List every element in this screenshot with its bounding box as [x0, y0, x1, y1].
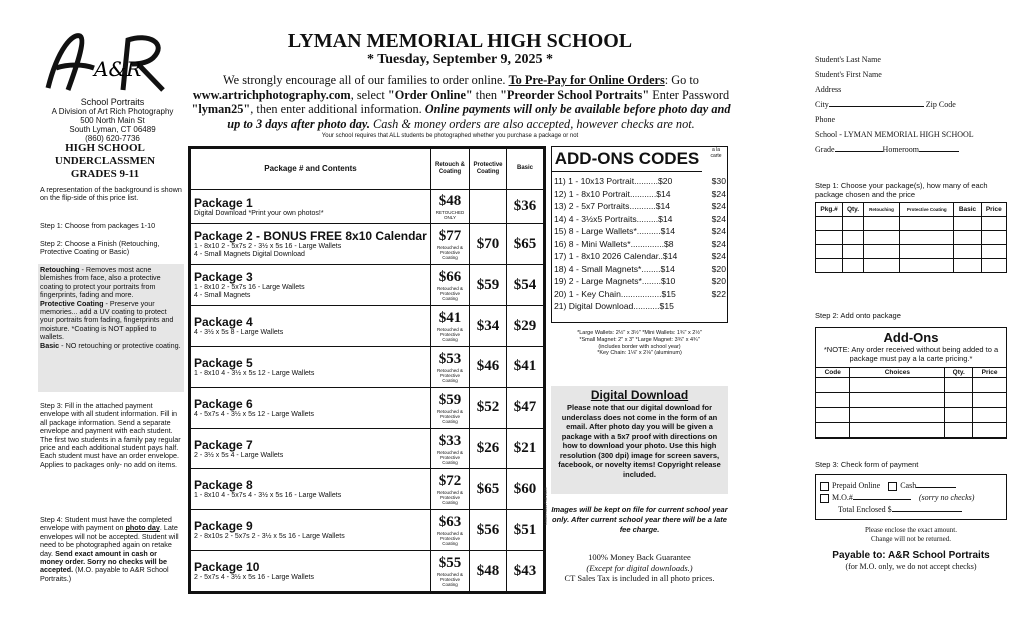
grid2-cell[interactable] — [973, 408, 1007, 423]
grid2-cell[interactable] — [945, 423, 973, 438]
price-basic: $51 — [507, 510, 544, 551]
phone-label: Phone — [815, 115, 835, 124]
package-desc: 2 - 3½ x 5s 4 - Large Wallets — [194, 451, 284, 459]
basic-label: Basic — [40, 340, 60, 350]
intro-b: To Pre-Pay for Online Orders — [508, 73, 665, 87]
grid2-header: Qty. — [945, 368, 973, 378]
logo-division: A Division of Art Rich Photography — [51, 107, 174, 116]
addon-item — [554, 200, 726, 213]
grid1-header: Price — [981, 203, 1006, 217]
addons-form-title: Add-Ons — [883, 330, 939, 345]
total-field[interactable] — [892, 511, 962, 512]
basic-text: - NO retouching or protective coating. — [59, 340, 181, 350]
digital-download-body: Please note that our digital download for underclass does not come in the form of an email. After photo day you will be given a package with a 5x7 proof with directions on how to download your photo. Use this high resolution (300 dpi) image for screen savers, facebook, or novelty items! Copyright release included. — [558, 403, 721, 479]
price-protective: $56 — [470, 510, 507, 551]
grid2-header: Code — [816, 368, 850, 378]
size-notes — [551, 330, 728, 357]
left-step3: Step 3: Fill in the attached payment envelope with all student information. Fill in all package information. Send a separate envelope and payment with each student. The first two students in a family pay regular price and each additional student pays half. Each student must have an order envelope. Applies to packages only- no add on items. — [40, 401, 181, 469]
guarantee — [551, 552, 728, 584]
intro-h: "Preorder School Portraits" — [500, 87, 650, 102]
package-name: Package 1 — [194, 195, 253, 210]
grid1-header: Retouching — [863, 203, 899, 217]
grid1-row — [816, 245, 1007, 259]
price-basic: $54 — [507, 265, 544, 306]
finish-note: Retouched & Protective Coating — [436, 327, 464, 343]
intro-a: We strongly encourage all of our families to order online. — [223, 73, 509, 87]
grid1-cell[interactable] — [816, 217, 843, 231]
grid2-row — [816, 408, 1007, 423]
price-retouch: $41 — [438, 310, 462, 327]
package-name: Package 6 — [194, 396, 253, 411]
first-name-label: Student's First Name — [815, 70, 882, 79]
form-code: Underclass Fall 2025 — [543, 487, 548, 525]
addons-order-grid — [815, 367, 1007, 438]
enclose-2: Change will not be returned. — [871, 534, 951, 543]
package-desc: 4 - 5x7s 4 - 3½ x 5s 12 - Large Wallets — [194, 410, 314, 418]
grid2-cell[interactable] — [850, 393, 945, 408]
right-step2: Step 2: Add onto package — [815, 311, 901, 320]
prepaid-label: Prepaid Online — [832, 481, 881, 490]
package-desc2: 4 - Small Magnets Digital Download — [194, 251, 305, 259]
guarantee-title: 100% Money Back Guarantee — [588, 552, 691, 562]
addon-label: 18) 4 - Small Magnets*........$14 — [554, 263, 675, 274]
alacarte-header: a la carte — [710, 147, 722, 159]
grid1-header: Pkg.# — [816, 203, 843, 217]
retouching-label: Retouching — [40, 265, 80, 274]
addon-alacarte-price: $24 — [711, 201, 726, 211]
price-retouch: $33 — [438, 432, 462, 449]
protective-text: - Preserve your memories... add a UV coating to protect your portraits from fading, fingerprints and moisture. *Coating is NOT applied to wallets. — [40, 298, 174, 342]
intro-k: , then enter additional information. — [250, 102, 425, 117]
package-order-grid — [815, 202, 1007, 273]
city-line — [815, 97, 1015, 112]
photo-date: * Tuesday, September 9, 2025 * — [366, 52, 554, 67]
package-row — [191, 510, 544, 551]
col-protective: Protective Coating — [470, 149, 507, 190]
addon-label: 14) 4 - 3½x5 Portraits.........$14 — [554, 213, 673, 224]
grid1-header: Qty. — [843, 203, 864, 217]
dims-2: *Small Magnet: 2" x 3" *Large Magnet: 3¾" x 4¾" — [579, 336, 700, 343]
logo-text — [30, 98, 195, 143]
price-retouch: $48 — [438, 193, 462, 210]
addon-item — [554, 275, 726, 288]
col-package: Package # and Contents — [191, 149, 431, 190]
city-label: City — [815, 100, 829, 109]
intro-f: "Order Online" — [387, 87, 473, 102]
addon-item — [554, 175, 726, 188]
grid1-cell[interactable] — [863, 231, 899, 245]
addon-label: 11) 1 - 10x13 Portrait..........$20 — [554, 176, 673, 186]
price-protective: $70 — [470, 224, 507, 265]
addon-item — [554, 288, 726, 301]
addon-alacarte-price: $30 — [711, 176, 726, 186]
tax-note: CT Sales Tax is included in all photo prices. — [564, 573, 715, 583]
left-step1: Step 1: Choose from packages 1-10 — [40, 221, 156, 230]
total-label: Total Enclosed $ — [838, 505, 892, 514]
addons-codes-title: ADD-ONS CODES — [552, 147, 702, 172]
grid1-cell[interactable] — [954, 245, 981, 259]
price-protective — [470, 189, 507, 224]
finish-note: Retouched & Protective Coating — [436, 408, 464, 424]
left-step2: Step 2: Choose a Finish (Retouching, Protective Coating or Basic) — [40, 239, 160, 257]
addon-item — [554, 250, 726, 263]
addon-alacarte-price — [706, 300, 726, 313]
price-retouch: $53 — [438, 350, 462, 367]
logo-ampersand: A&R — [94, 57, 142, 81]
homeroom-label: Homeroom — [882, 145, 919, 154]
price-protective: $48 — [470, 551, 507, 592]
cash-field[interactable] — [916, 487, 956, 488]
step4-e: (M.O. payable to A&R School Portraits.) — [40, 565, 169, 583]
step4-a: Step 4: Student must have the completed envelope with payment on — [40, 515, 172, 533]
addon-label: 12) 1 - 8x10 Portrait...........$14 — [554, 188, 671, 199]
grid2-header: Price — [973, 368, 1007, 378]
intro-m: Cash & money orders are also accepted, however checks are not. — [369, 116, 695, 131]
grade-title — [40, 142, 170, 181]
addon-label: 15) 8 - Large Wallets*..........$14 — [554, 226, 676, 236]
payable-note: (for M.O. only, we do not accept checks) — [845, 562, 977, 571]
finish-note: Retouched & Protective Coating — [436, 367, 464, 383]
cash-label: Cash — [900, 481, 917, 490]
zip-label: Zip Code — [925, 100, 956, 109]
addon-item — [554, 225, 726, 238]
package-desc: 1 - 8x10 2 - 5x7s 2 - 3½ x 5s 16 - Large Wallets — [194, 243, 342, 251]
grid1-cell[interactable] — [843, 217, 864, 231]
address-label: Address — [815, 85, 842, 94]
package-desc: Digital Download *Print your own photos!* — [194, 209, 324, 217]
background-note: A representation of the background is shown on the flip-side of this price list. — [40, 185, 182, 203]
package-desc: 2 - 8x10s 2 - 5x7s 2 - 3½ x 5s 16 - Large Wallets — [194, 533, 345, 541]
mo-label: M.O.# — [832, 493, 853, 502]
package-row — [191, 306, 544, 347]
grid1-row — [816, 259, 1007, 273]
school-name: LYMAN MEMORIAL HIGH SCHOOL — [287, 30, 633, 52]
guarantee-note: (Except for digital downloads.) — [586, 562, 693, 573]
grid2-cell[interactable] — [945, 393, 973, 408]
intro-l: Online payments will only be available before photo day and up to 3 days after photo day. — [227, 102, 731, 131]
grid2-cell[interactable] — [945, 378, 973, 393]
password-text: "lyman25" — [191, 102, 251, 117]
price-protective: $65 — [470, 469, 507, 510]
grid1-cell[interactable] — [863, 217, 899, 231]
grade-title-3: GRADES 9-11 — [70, 168, 140, 180]
finish-note: Retouched & Protective Coating — [436, 572, 464, 588]
addon-alacarte-price: $24 — [711, 188, 726, 199]
price-basic: $60 — [507, 469, 544, 510]
grid1-cell[interactable] — [863, 245, 899, 259]
pay-row-1 — [820, 480, 1005, 492]
homeroom-field[interactable] — [919, 151, 959, 152]
grid2-cell[interactable] — [816, 378, 850, 393]
no-checks-label: (sorry no checks) — [918, 493, 975, 502]
package-row — [191, 224, 544, 265]
enclose-note — [815, 526, 1007, 543]
student-info-form — [815, 52, 1015, 157]
grid1-row — [816, 217, 1007, 231]
addon-label: 17) 1 - 8x10 2026 Calendar..$14 — [554, 251, 678, 261]
mo-field[interactable] — [853, 499, 911, 500]
protective-label: Protective Coating — [40, 298, 104, 308]
price-protective: $34 — [470, 306, 507, 347]
price-basic: $21 — [507, 428, 544, 469]
price-protective: $52 — [470, 387, 507, 428]
package-name: Package 3 — [194, 270, 253, 285]
step4-d: Send exact amount in cash or money order. Sorry no checks will be accepted. — [40, 548, 168, 575]
payment-options — [820, 480, 1005, 516]
retouched-only-note: RETOUCHED ONLY — [435, 210, 465, 221]
addon-label: 21) Digital Download...........$15 — [554, 301, 674, 311]
price-retouch: $63 — [438, 514, 462, 531]
digital-download-title: Digital Download — [590, 388, 689, 402]
addon-label: 19) 2 - Large Magnets*........$10 — [554, 276, 676, 286]
grid2-cell[interactable] — [850, 408, 945, 423]
grid2-cell[interactable] — [973, 393, 1007, 408]
package-row — [191, 428, 544, 469]
last-name-label: Student's Last Name — [815, 55, 881, 64]
intro-i: Enter Password — [649, 87, 730, 102]
pay-row-3 — [820, 504, 1005, 516]
package-desc: 4 - 3½ x 5s 8 - Large Wallets — [194, 329, 284, 337]
package-name: Package 4 — [194, 315, 253, 330]
grid2-header: Choices — [850, 368, 945, 378]
price-retouch: $55 — [438, 555, 462, 572]
logo-monogram — [28, 28, 178, 98]
grade-line — [815, 142, 1015, 157]
grid1-cell[interactable] — [900, 259, 954, 273]
grade-label: Grade — [815, 145, 835, 154]
grid1-cell[interactable] — [900, 245, 954, 259]
intro-c: : Go to — [664, 73, 699, 87]
city-field[interactable] — [829, 106, 924, 107]
requirement-note: Your school requires that ALL students be photographed whether you purchase a package or not — [321, 133, 579, 139]
package-name: Package 8 — [194, 478, 253, 493]
addon-alacarte-price: $24 — [711, 226, 726, 236]
grid1-cell[interactable] — [816, 259, 843, 273]
pay-row-2 — [820, 492, 1005, 504]
col-basic: Basic — [507, 149, 544, 190]
grid1-cell[interactable] — [843, 231, 864, 245]
grid1-cell[interactable] — [900, 217, 954, 231]
addon-item — [554, 263, 726, 276]
grid1-cell[interactable] — [843, 259, 864, 273]
prepaid-checkbox[interactable] — [820, 482, 829, 491]
grid2-cell[interactable] — [816, 393, 850, 408]
website-link[interactable]: www.artrichphotography.com — [192, 87, 351, 102]
grid2-cell[interactable] — [816, 408, 850, 423]
intro-g: then — [472, 87, 501, 102]
grid1-header: Protective Coating — [900, 203, 954, 217]
package-row — [191, 551, 544, 592]
addon-label: 20) 1 - Key Chain.................$15 — [554, 288, 676, 299]
grid1-cell[interactable] — [816, 245, 843, 259]
price-protective: $46 — [470, 346, 507, 387]
payable-to: Payable to: A&R School Portraits — [832, 550, 990, 561]
addon-alacarte-price: $22 — [711, 288, 726, 299]
mo-checkbox[interactable] — [820, 494, 829, 503]
dims-3: (includes border with school year) — [598, 343, 681, 350]
addon-item — [554, 300, 726, 313]
logo-company: School Portraits — [80, 97, 145, 107]
package-name: Package 9 — [194, 519, 253, 534]
logo-address2: South Lyman, CT 06489 — [69, 125, 156, 134]
logo-address1: 500 North Main St — [80, 116, 145, 125]
grid1-cell[interactable] — [981, 259, 1006, 273]
price-basic: $47 — [507, 387, 544, 428]
step4-b: photo day — [125, 523, 160, 533]
cash-checkbox[interactable] — [888, 482, 897, 491]
intro-text — [188, 73, 734, 131]
finish-descriptions — [40, 266, 182, 350]
dims-4: *Key Chain: 1⅛" x 2⅛" (aluminum) — [597, 350, 682, 357]
finish-note: Retouched & Protective Coating — [436, 449, 464, 465]
package-name: Package 10 — [194, 560, 260, 575]
grade-title-1: HIGH SCHOOL — [65, 142, 145, 154]
grid1-cell[interactable] — [954, 217, 981, 231]
package-name: Package 2 - BONUS FREE 8x10 Calendar — [194, 229, 427, 244]
price-basic: $43 — [507, 551, 544, 592]
package-desc2: 4 - Small Magnets — [194, 292, 251, 300]
package-desc: 2 - 5x7s 4 - 3½ x 5s 16 - Large Wallets — [194, 574, 314, 582]
intro-e: , select — [350, 87, 388, 102]
grid2-row — [816, 393, 1007, 408]
package-name: Package 5 — [194, 355, 253, 370]
finish-note: Retouched & Protective Coating — [436, 490, 464, 506]
packages-header-row — [191, 149, 544, 190]
col-retouch: Retouch & Coating — [431, 149, 470, 190]
grid2-cell[interactable] — [973, 378, 1007, 393]
package-row — [191, 265, 544, 306]
package-desc: 1 - 8x10 4 - 3½ x 5s 12 - Large Wallets — [194, 369, 315, 377]
grid2-row — [816, 423, 1007, 438]
addon-label: 16) 8 - Mini Wallets*..............$8 — [554, 238, 674, 249]
packages-table — [188, 146, 546, 594]
package-row — [191, 346, 544, 387]
grid1-cell[interactable] — [981, 231, 1006, 245]
logo-phone: (860) 620-7736 — [85, 134, 140, 143]
addons-form-note: *NOTE: Any order received without being added to a package must pay a la carte pricing.* — [823, 345, 999, 363]
price-basic: $41 — [507, 346, 544, 387]
grade-title-2: UNDERCLASSMEN — [54, 155, 156, 167]
addon-item — [554, 238, 726, 251]
grid1-cell[interactable] — [954, 231, 981, 245]
addon-item — [554, 213, 726, 226]
grid1-cell[interactable] — [900, 231, 954, 245]
addon-alacarte-price: $20 — [711, 276, 726, 286]
package-row — [191, 469, 544, 510]
grid1-cell[interactable] — [981, 217, 1006, 231]
grid1-cell[interactable] — [816, 231, 843, 245]
finish-note: Retouched & Protective Coating — [436, 286, 464, 302]
package-desc: 1 - 8x10 4 - 5x7s 4 - 3½ x 5s 16 - Large Wallets — [194, 492, 342, 500]
right-step3: Step 3: Check form of payment — [815, 460, 919, 469]
price-basic: $65 — [507, 224, 544, 265]
addons-list — [554, 175, 726, 313]
grid1-row — [816, 231, 1007, 245]
price-retouch: $77 — [438, 228, 462, 245]
price-protective: $26 — [470, 428, 507, 469]
addon-alacarte-price: $20 — [711, 263, 726, 274]
dims-1: *Large Wallets: 2½" x 3½" *Mini Wallets: 1¾" x 2½" — [577, 330, 702, 336]
package-name: Package 7 — [194, 437, 253, 452]
grid2-cell[interactable] — [816, 423, 850, 438]
addon-label: 13) 2 - 5x7 Portraits...........$14 — [554, 201, 671, 211]
addon-item — [554, 188, 726, 201]
left-step4 — [40, 516, 182, 583]
grid1-cell[interactable] — [843, 245, 864, 259]
price-basic: $29 — [507, 306, 544, 347]
package-desc: 1 - 8x10 2 - 5x7s 16 - Large Wallets — [194, 284, 305, 292]
grid2-row — [816, 378, 1007, 393]
grade-field[interactable] — [835, 151, 883, 152]
files-note: Images will be kept on file for current school year only. After current school year there will be a late fee charge. — [551, 505, 728, 534]
right-step1: Step 1: Choose your package(s), how many of each package chosen and the price — [815, 181, 988, 199]
grid2-cell[interactable] — [973, 423, 1007, 438]
grid2-cell[interactable] — [945, 408, 973, 423]
price-retouch: $59 — [438, 391, 462, 408]
addon-alacarte-price: $24 — [711, 251, 726, 261]
grid2-cell[interactable] — [850, 378, 945, 393]
grid2-cell[interactable] — [850, 423, 945, 438]
step4-c: . Late envelopes will not be accepted. Student will need to be photographed again on retake day. — [40, 523, 179, 558]
addon-alacarte-price: $24 — [711, 238, 726, 249]
price-protective: $59 — [470, 265, 507, 306]
package-row — [191, 189, 544, 224]
price-basic: $36 — [507, 189, 544, 224]
price-retouch: $72 — [438, 473, 462, 490]
package-row — [191, 387, 544, 428]
grid1-header: Basic — [954, 203, 981, 217]
enclose-1: Please enclose the exact amount. — [865, 526, 957, 534]
grid1-cell[interactable] — [863, 259, 899, 273]
price-retouch: $66 — [438, 269, 462, 286]
finish-note: Retouched & Protective Coating — [436, 531, 464, 547]
addon-alacarte-price: $24 — [711, 213, 726, 224]
grid1-cell[interactable] — [954, 259, 981, 273]
finish-note: Retouched & Protective Coating — [436, 245, 464, 261]
retouching-text: - Removes most acne blemishes from face, also a protective coating to protect your portraits from fingerprints, fading and more. — [40, 265, 161, 300]
school-label: School - LYMAN MEMORIAL HIGH SCHOOL — [815, 130, 974, 139]
grid1-cell[interactable] — [981, 245, 1006, 259]
